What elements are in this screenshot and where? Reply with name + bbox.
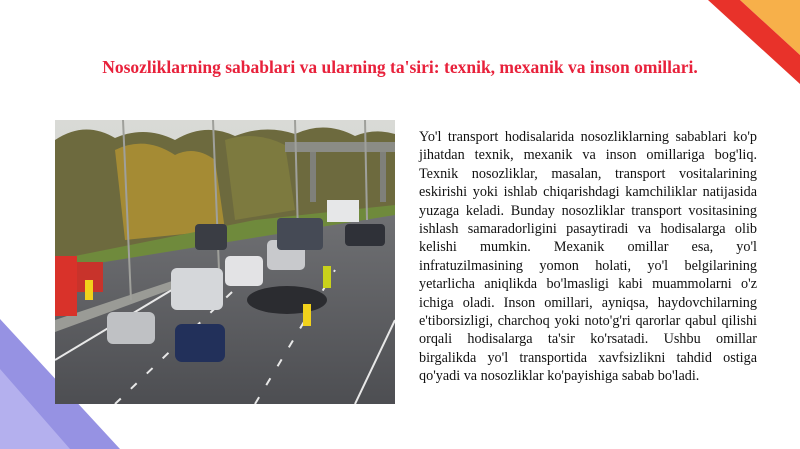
slide-body-paragraph: Yo'l transport hodisalarida nosozliklarning sabablari ko'p jihatdan texnik, mexanik va inson omillariga bog'liq. Texnik nosozliklar, masalan, transport vositalarining eskirishi yoki ishlab chiqarishdagi kamchiliklar natijasida yuzaga keladi. Bunday nosozliklar transport vositasining ishlash samaradorligini pasaytiradi va hodisalarga olib kelishi mumkin. Mexanik omillar esa, yo'l infratuzilmasining yomon holati, yo'l belgilarining yetarlicha aniqlikda bo'lmasligi kabi muammolarni o'z ichiga oladi. Inson omillari, ayniqsa, haydovchilarning e'tiborsizligi, charchoq yoki noto'g'ri qarorlar qabul qilishi orqali hodisalarga ta'sir ko'rsatadi. Ushbu omillar birgalikda yo'l transportida xavfsizlikni tahdid ostiga qo'yadi va nosozliklar ko'payishiga sabab bo'ladi. [419,129,757,385]
accident-highway-photo [55,120,395,404]
slide-title: Nosozliklarning sabablari va ularning ta'siri: texnik, mexanik va inson omillari. [102,57,698,77]
